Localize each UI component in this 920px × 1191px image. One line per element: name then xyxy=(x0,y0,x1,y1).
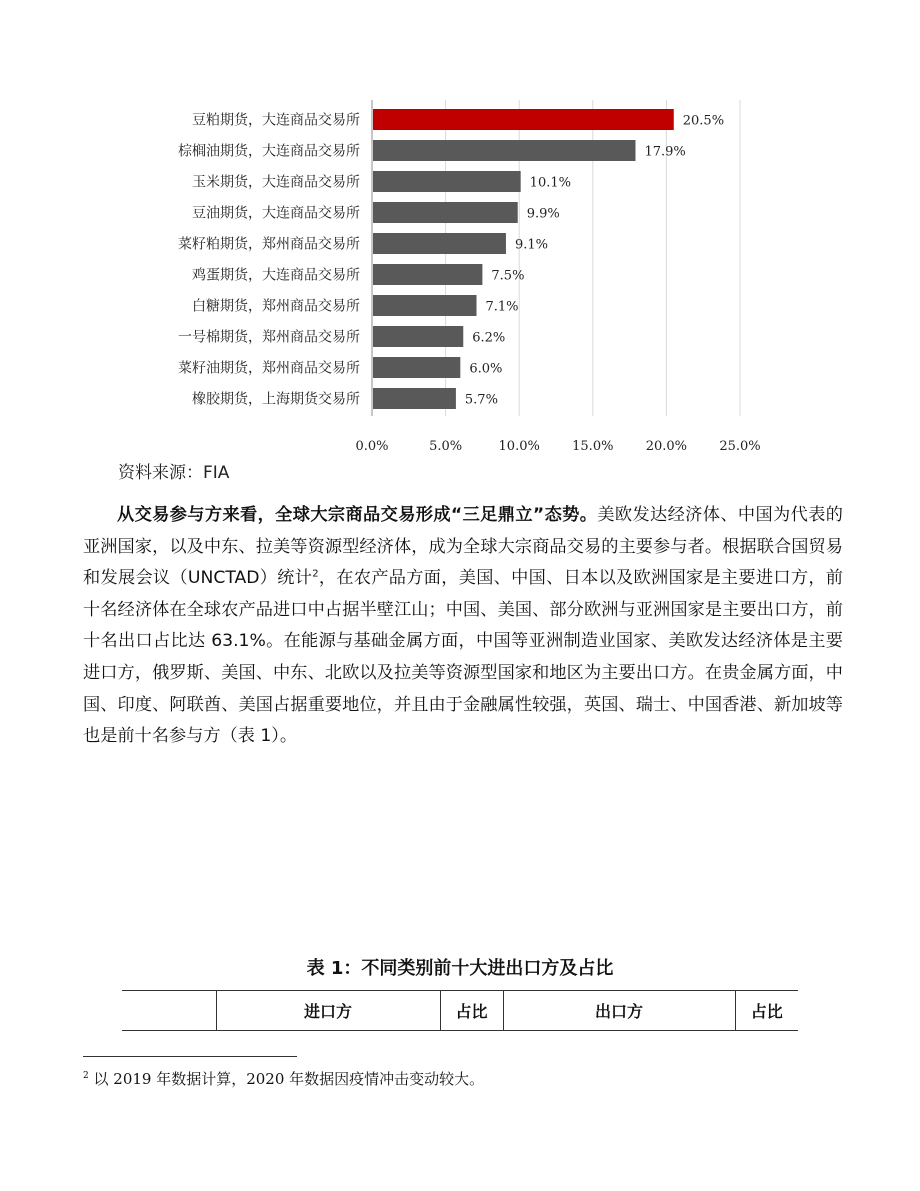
value-label: 9.9% xyxy=(526,206,560,222)
paragraph-lead: 从交易参与方来看，全球大宗商品交易形成“三足鼎立”态势。 xyxy=(117,505,598,525)
footnote-divider xyxy=(83,1056,297,1057)
bar xyxy=(373,140,635,161)
bar xyxy=(373,357,460,378)
x-tick-label: 0.0% xyxy=(355,439,389,450)
category-label: 菜籽粕期货，郑州商品交易所 xyxy=(178,236,360,253)
paragraph-body-2: ，在农产品方面，美国、中国、日本以及欧洲国家是主要进口方，前十名经济体在全球农产品进口中占据半壁江山；中国、美国、部分欧洲与亚洲国家是主要出口方，前十名出口占比达 63.1%。在能源与基础金属方面，中国等亚洲制造业国家、美欧发达经济体是主要进口方，俄罗斯、美国、中东、北欧以及拉美等资源型国家和地区为主要出口方。在贵金属方面，中国、印度、阿联酋、美国占据重要地位，并且由于金融属性较强，英国、瑞士、中国香港、新加坡等也是前十名参与方（表 1）。 xyxy=(83,568,843,747)
value-label: 10.1% xyxy=(529,175,571,191)
footnote xyxy=(83,1068,484,1089)
bar xyxy=(373,233,506,254)
table-title: 表 1：不同类别前十大进出口方及占比 xyxy=(306,958,614,979)
value-label: 20.5% xyxy=(682,113,725,129)
bar-chart xyxy=(0,90,920,450)
chart-source: 资料来源：FIA xyxy=(118,463,230,483)
value-label: 9.1% xyxy=(514,237,548,253)
body-paragraph xyxy=(83,500,843,753)
bar xyxy=(373,264,482,285)
value-label: 17.9% xyxy=(644,144,686,160)
category-label: 一号棉期货，郑州商品交易所 xyxy=(178,329,360,346)
bar xyxy=(373,171,521,192)
paragraph-body-1: 美欧发达经济体、中国为代表的亚洲国家，以及中东、拉美等资源型经济体，成为全球大宗商品交易的主要参与者。根据联合国贸易和发展会议（UNCTAD）统计 xyxy=(83,505,843,589)
x-tick-label: 25.0% xyxy=(719,439,761,450)
table-header-row xyxy=(122,991,798,1031)
value-label: 5.7% xyxy=(464,392,498,408)
bar xyxy=(373,326,463,347)
x-tick-label: 10.0% xyxy=(498,439,540,450)
footnote-reference[interactable]: 2 xyxy=(312,568,319,580)
bar xyxy=(373,202,518,223)
x-tick-label: 5.0% xyxy=(429,439,463,450)
value-label: 7.1% xyxy=(485,299,519,315)
x-tick-label: 15.0% xyxy=(572,439,614,450)
value-label: 6.0% xyxy=(469,361,503,377)
bar xyxy=(373,295,477,316)
header-import-share: 占比 xyxy=(440,991,503,1031)
category-label: 玉米期货，大连商品交易所 xyxy=(192,174,360,191)
value-label: 7.5% xyxy=(491,268,525,284)
header-exporters: 出口方 xyxy=(503,991,735,1031)
category-label: 豆粕期货，大连商品交易所 xyxy=(192,112,360,129)
bar xyxy=(373,388,456,409)
header-export-share: 占比 xyxy=(735,991,798,1031)
trade-table xyxy=(122,990,798,1031)
header-blank xyxy=(122,991,216,1031)
category-label: 橡胶期货，上海期货交易所 xyxy=(192,391,360,408)
category-label: 豆油期货，大连商品交易所 xyxy=(192,205,360,222)
bar xyxy=(373,109,674,130)
category-label: 棕榈油期货，大连商品交易所 xyxy=(178,143,360,160)
category-label: 白糖期货，郑州商品交易所 xyxy=(192,298,360,315)
x-tick-label: 20.0% xyxy=(645,439,688,450)
footnote-mark: 2 xyxy=(83,1071,89,1081)
category-label: 鸡蛋期货，大连商品交易所 xyxy=(192,267,360,284)
footnote-text: 以 2019 年数据计算，2020 年数据因疫情冲击变动较大。 xyxy=(88,1070,485,1088)
category-label: 菜籽油期货，郑州商品交易所 xyxy=(178,360,360,377)
header-importers: 进口方 xyxy=(216,991,440,1031)
value-label: 6.2% xyxy=(472,330,506,346)
